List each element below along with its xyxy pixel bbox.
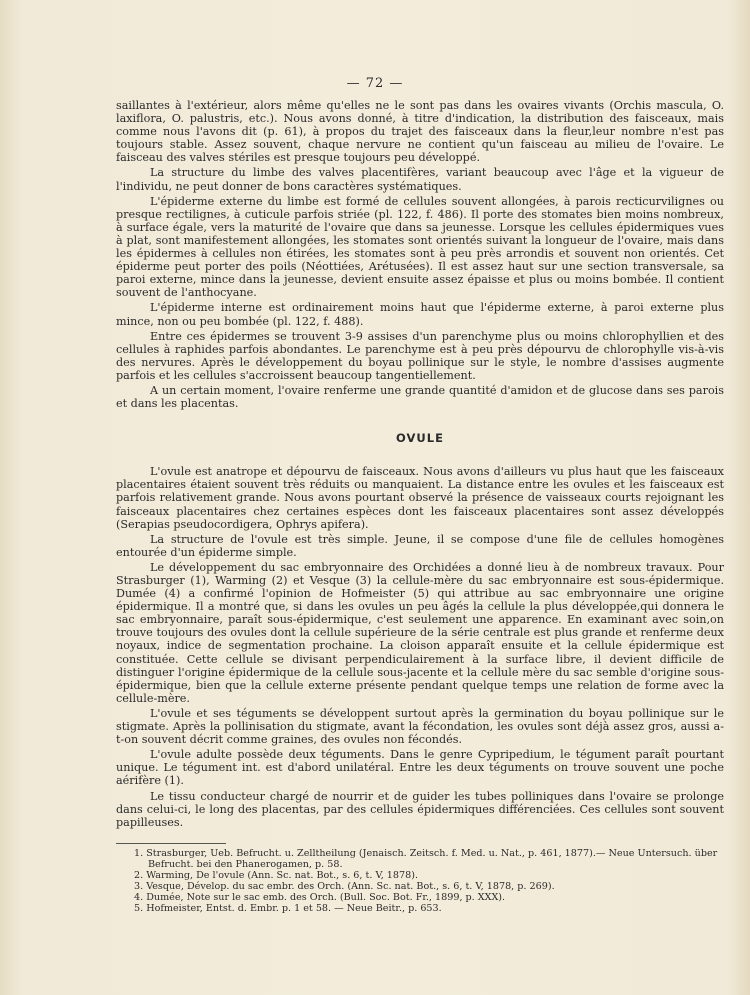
footnote-2: 2. Warming, De l'ovule (Ann. Sc. nat. Bot., s. 6, t. V, 1878). — [134, 869, 419, 881]
paragraph-adult-ovule: L'ovule adulte possède deux téguments. Dans le genre Cypripedium, le tégument paraît pourtant unique. Le tégument int. est d'abord unilatéral. Entre les deux téguments on trouve souvent une poche aérifère (1). — [116, 748, 724, 788]
paragraph-internal-epidermis: L'épiderme interne est ordinairement moins haut que l'épiderme externe, à paroi externe plus mince, non ou peu bombée (pl. 122, f. 488). — [116, 301, 724, 328]
paragraph-limbe-structure: La structure du limbe des valves placentifères, variant beaucoup avec l'âge et la vigueur de l'individu, ne peut donner de bons caractères systématiques. — [116, 166, 724, 193]
footnote-separator — [116, 843, 226, 844]
paragraph-external-epidermis: L'épiderme externe du limbe est formé de cellules souvent allongées, à parois recticurvilignes ou presque rectilignes, à cuticule parfois striée (pl. 122, f. 486). Il porte des stomates bien moins nombreux, à surface égale, vers la maturité de l'ovaire que dans sa jeunesse. Lorsque les cellules épidermiques vues à plat, sont manifestement allongées, les stomates sont orientés suivant la longueur de l'ovaire, mais dans les épidermes à cellules non étirées, les stomates sont à peu près arrondis et souvent non orientés. Cet épiderme peut porter des poils (Néottiées, Arétusées). Il est assez haut sur une section transversale, sa paroi externe, mince dans la jeunesse, devient ensuite assez épaisse et plus ou moins bombée. Il contient souvent de l'anthocyane. — [116, 194, 724, 300]
footnote-5: 5. Hofmeister, Entst. d. Embr. p. 1 et 58. — Neue Beitr., p. 653. — [134, 902, 442, 914]
paragraph-starch: A un certain moment, l'ovaire renferme une grande quantité d'amidon et de glucose dans ses parois et dans les placentas. — [116, 383, 724, 411]
page-number: — 72 — — [346, 76, 404, 91]
paragraph-embryo-sac: Le développement du sac embryonnaire des Orchidées a donné lieu à de nombreux travaux. Pour Strasburger (1), Warming (2) et Vesque (3) la cellule-mère du sac embryonnaire est sous-épidermique. Dumée (4) a confirmé l'opinion de Hofmeister (5) qui attribue au sac embryonnaire une origine épidermique. Il a montré que, si dans les ovules un peu âgés la cellule la plus développée,qui donnera le sac embryonnaire, paraît sous-épidermique, c'est seulement une apparence. En examinant avec soin,on trouve toujours des ovules dont la cellule supérieure de la série centrale est plus grande et renferme deux noyaux, indice de segmentation prochaine. La cloison apparaît ensuite et la cellule épidermique est constituée. Cette cellule se divisant perpendiculairement à la surface libre, il devient difficile de distinguer l'origine épidermique de la cellule sous-jacente et la cellule mère du sac semble d'origine sous-épidermique, bien que la cellule externe présente pendant quelque temps une relation de forme avec la cellule-mère. — [116, 560, 724, 705]
paragraph-teguments-development: L'ovule et ses téguments se développent surtout après la germination du boyau pollinique sur le stigmate. Après la pollinisation du stigmate, avant la fécondation, les ovules sont déjà assez gros, aussi a-t-on souvent décrit comme graines, des ovules non fécondés. — [116, 706, 724, 747]
paragraph-continuation: saillantes à l'extérieur, alors même qu'elles ne le sont pas dans les ovaires vivants (Orchis mascula, O. laxiflora, O. palustris, etc.). Nous avons donné, à titre d'indication, la distribution des faisceaux, mais comme nous l'avons dit (p. 61), à propos du trajet des faisceaux dans la fleur,leur nombre n'est pas toujours stable. Assez souvent, chaque nervure ne contient qu'un faisceau au milieu de l'ovaire. Le faisceau des valves stériles est presque toujours peu développé. — [116, 99, 724, 165]
footnote-1: 1. Strasburger, Ueb. Befrucht. u. Zelltheilung (Jenaisch. Zeitsch. f. Med. u. Nat., p. 461, 1877).— Neue Untersuch. über Befrucht. bei den Phanerogamen, p. 58. — [134, 847, 718, 870]
footnotes — [116, 848, 724, 914]
paragraph-conducting-tissue: Le tissu conducteur chargé de nourrir et de guider les tubes polliniques dans l'ovaire se prolonge dans celui-ci, le long des placentas, par des cellules épidermiques différenciées. Ces cellules sont souvent papilleuses. — [116, 789, 724, 829]
paragraph-ovule-structure: La structure de l'ovule est très simple. Jeune, il se compose d'une file de cellules homogènes entourée d'un épiderme simple. — [116, 532, 724, 559]
footnote-3: 3. Vesque, Dévelop. du sac embr. des Orch. (Ann. Sc. nat. Bot., s. 6, t. V, 1878, p. 269). — [134, 880, 555, 892]
footnote-4: 4. Dumée, Note sur le sac emb. des Orch. (Bull. Soc. Bot. Fr., 1899, p. XXX). — [134, 891, 506, 903]
section-heading: OVULE — [396, 431, 444, 446]
paragraph-parenchyma: Entre ces épidermes se trouvent 3-9 assises d'un parenchyme plus ou moins chlorophyllien et des cellules à raphides parfois abondantes. Le parenchyme est à peu près dépourvu de chlorophylle vis-à-vis des nervures. Après le développement du boyau pollinique sur le style, le nombre d'assises augmente parfois et les cellules s'accroissent beaucoup tangentiellement. — [116, 329, 724, 382]
paragraph-ovule-anatropous: L'ovule est anatrope et dépourvu de faisceaux. Nous avons d'ailleurs vu plus haut que les faisceaux placentaires étaient souvent très réduits ou manquaient. La distance entre les ovules et les faisceaux est parfois relativement grande. Nous avons pourtant observé la présence de vaisseaux courts rejoignant les faisceaux placentaires chez certaines espèces dont les faisceaux placentaires sont assez développés (Serapias pseudocordigera, Ophrys apifera). — [116, 465, 724, 531]
page-body — [116, 99, 724, 914]
